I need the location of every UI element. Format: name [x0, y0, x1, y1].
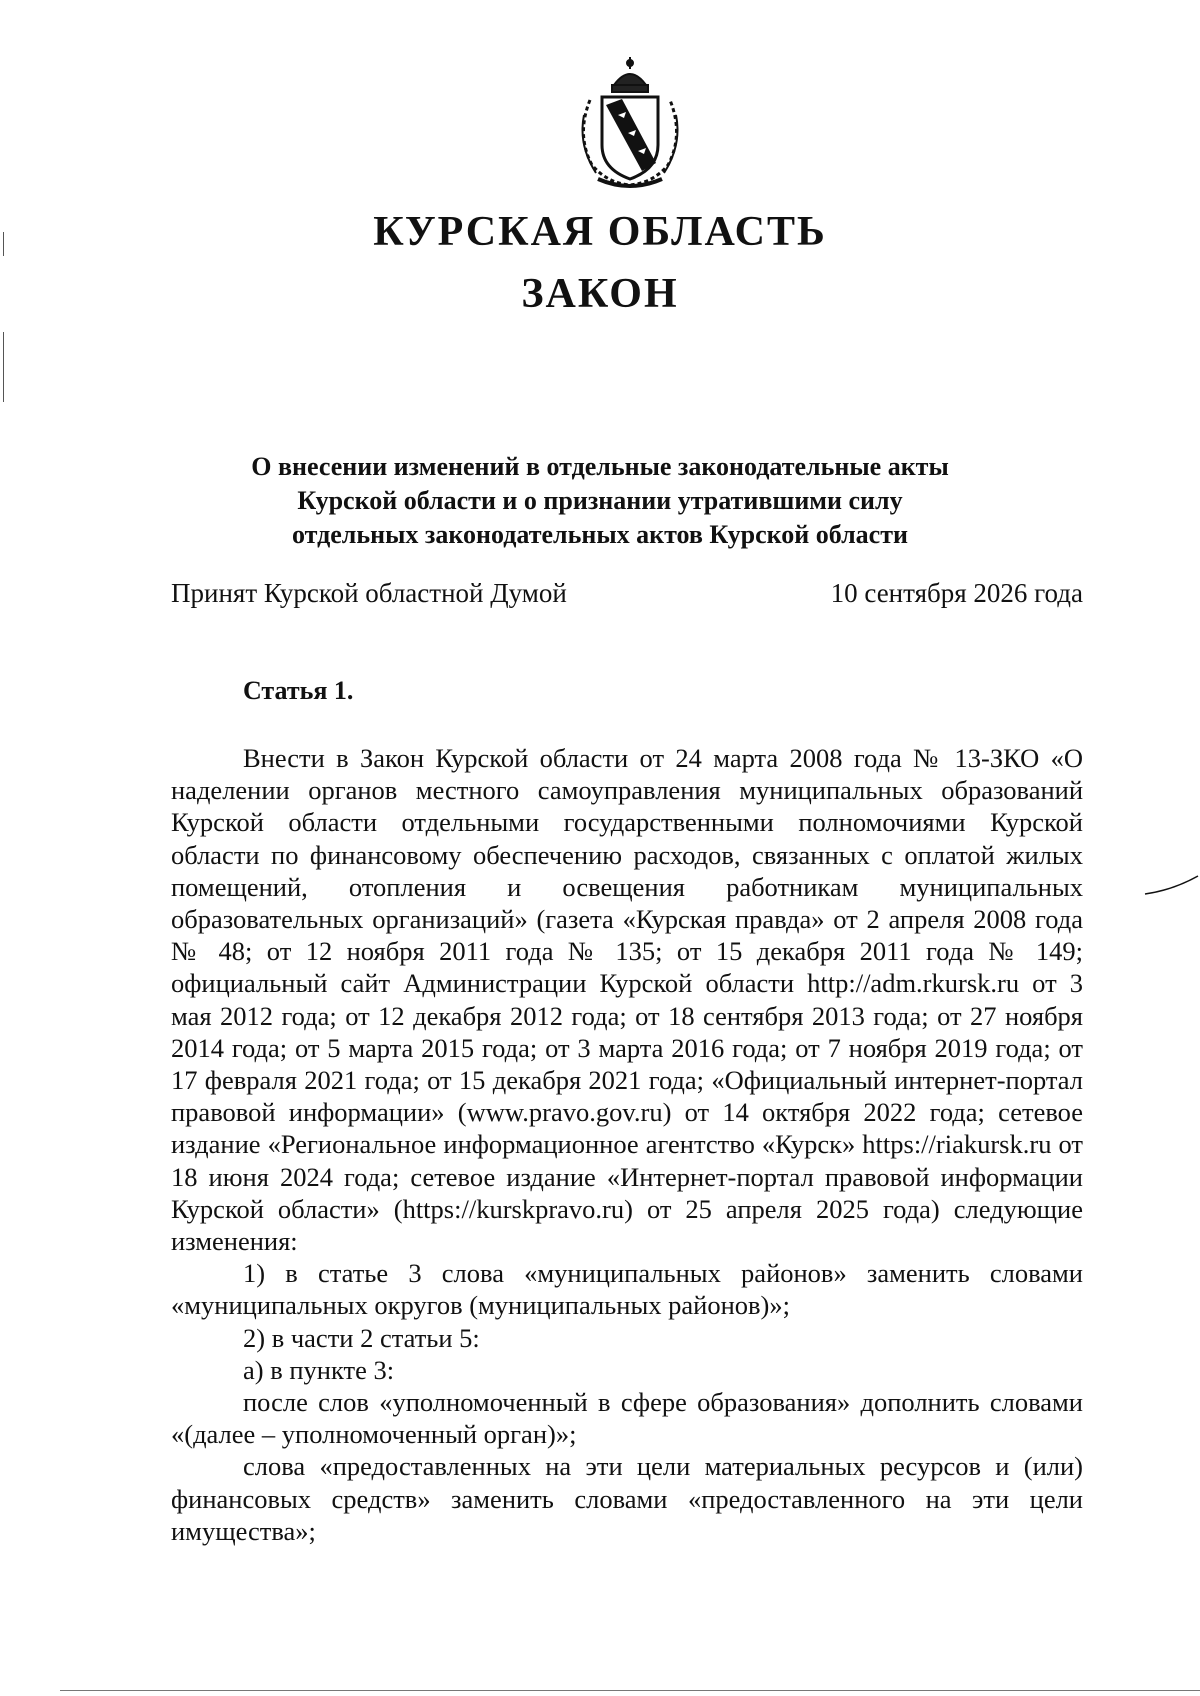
article-paragraph: слова «предоставленных на эти цели материальных ресурсов и (или) финансовых средств» заменить словами «предоставленного на эти цели имущества»;: [171, 1451, 1083, 1546]
adopted-by: Принят Курской областной Думой: [171, 578, 567, 608]
article-paragraph: после слов «уполномоченный в сфере образования» дополнить словами «(далее – уполномоченный орган)»;: [171, 1387, 1083, 1450]
article-paragraph: 2) в части 2 статьи 5:: [243, 1322, 480, 1353]
article-paragraph: Внести в Закон Курской области от 24 марта 2008 года № 13-ЗКО «О наделении органов местного самоуправления муниципальных образований Курской области отдельными государственными полномочиями Курской области по финансовому обеспечению расходов, связанных с оплатой жилых помещений, отопления и освещения работникам муниципальных образовательных организаций» (газета «Курская правда» от 2 апреля 2008 года № 48; от 12 ноября 2011 года № 135; от 15 декабря 2011 года № 149; официальный сайт Администрации Курской области http://adm.rkursk.ru от 3 мая 2012 года; от 12 декабря 2012 года; от 18 сентября 2013 года; от 27 ноября 2014 года; от 5 марта 2015 года; от 3 марта 2016 года; от 7 ноября 2019 года; от 17 февраля 2021 года; от 15 декабря 2021 года; «Официальный интернет-портал правовой информации» (www.pravo.gov.ru) от 14 октября 2022 года; сетевое издание «Региональное информационное агентство «Курск» https://riakursk.ru от 18 июня 2024 года; сетевое издание «Интернет-портал правовой информации Курской области» (https://kurskpravo.ru) от 25 апреля 2025 года) следующие изменения:: [171, 743, 1083, 1257]
coat-of-arms-icon: [562, 55, 698, 191]
law-title-line: отдельных законодательных актов Курской области: [292, 520, 908, 549]
adoption-line: [171, 578, 1083, 609]
law-title: [160, 450, 1040, 552]
article-paragraph: 1) в статье 3 слова «муниципальных районов» заменить словами «муниципальных округов (муниципальных районов)»;: [171, 1258, 1083, 1321]
scan-bottom-line: [60, 1690, 1200, 1691]
scan-margin-line: [3, 332, 4, 402]
law-title-line: О внесении изменений в отдельные законодательные акты: [251, 452, 949, 481]
region-heading: КУРСКАЯ ОБЛАСТЬ: [373, 209, 827, 255]
law-title-line: Курской области и о признании утратившими силу: [297, 486, 903, 515]
article-body: [171, 742, 1083, 1547]
adoption-date: 10 сентября 2026 года: [830, 578, 1083, 608]
document-type-heading: ЗАКОН: [521, 271, 679, 317]
article-heading: Статья 1.: [243, 676, 354, 705]
scan-margin-line: [3, 232, 4, 256]
article-paragraph: а) в пункте 3:: [243, 1354, 395, 1385]
pen-mark-icon: [1143, 872, 1200, 898]
